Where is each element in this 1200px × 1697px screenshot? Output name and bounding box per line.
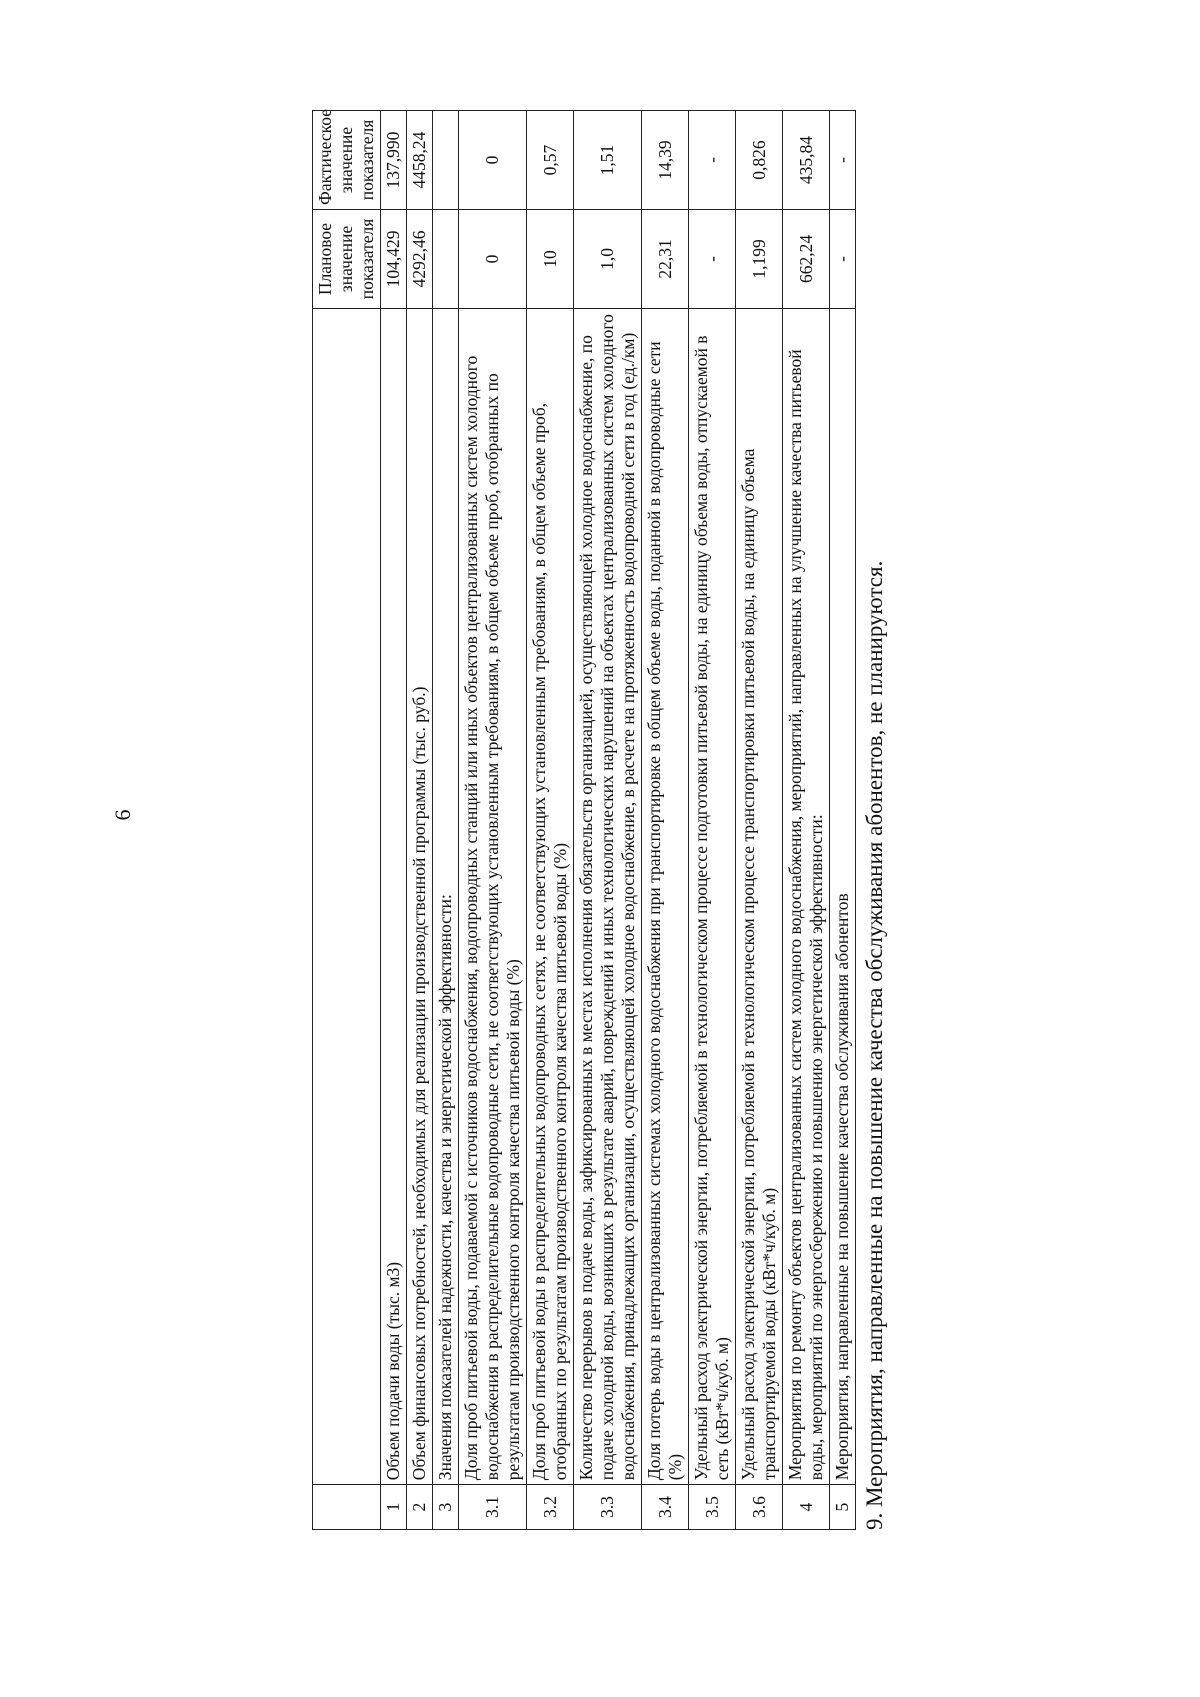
row-plan: 22,31	[642, 210, 689, 309]
table-row	[736, 111, 783, 1530]
row-name: Мероприятия, направленные на повышение качества обслуживания абонентов	[830, 308, 856, 1484]
row-fact: 137,990	[381, 111, 407, 210]
row-plan: -	[689, 210, 736, 309]
row-fact: 4458,24	[407, 111, 433, 210]
table-row	[574, 111, 642, 1530]
row-num: 1	[381, 1485, 407, 1530]
row-num: 2	[407, 1485, 433, 1530]
table-row	[459, 111, 527, 1530]
row-fact: 14,39	[642, 111, 689, 210]
row-plan: -	[830, 210, 856, 309]
row-name: Доля проб питьевой воды в распределительных водопроводных сетях, не соответствующих установленным требованиям, в общем объеме проб, отобранных по результатам производственного контроля качества питьевой воды (%)	[527, 308, 574, 1484]
row-plan: 0	[459, 210, 527, 309]
row-num: 3.1	[459, 1485, 527, 1530]
row-plan: 10	[527, 210, 574, 309]
row-name: Значения показателей надежности, качества и энергетической эффективности:	[433, 308, 459, 1484]
row-num: 3.6	[736, 1485, 783, 1530]
table-header-row	[313, 111, 381, 1530]
table-row	[689, 111, 736, 1530]
row-plan: 104,429	[381, 210, 407, 309]
row-name: Количество перерывов в подаче воды, зафиксированных в местах исполнения обязательств организацией, осуществляющей холодное водоснабжение, по подаче холодной воды, возникших в результате аварий, повреждений и иных технологических нарушений на объектах централизованных систем холодного водоснабжения, принадлежащих организации, осуществляющей холодное водоснабжение, в расчете на протяженность водопроводной сети в год (ед./км)	[574, 308, 642, 1484]
row-name: Объем подачи воды (тыс. м3)	[381, 308, 407, 1484]
row-num: 3.4	[642, 1485, 689, 1530]
row-plan: 662,24	[783, 210, 830, 309]
row-fact	[433, 111, 459, 210]
table-row	[433, 111, 459, 1530]
row-fact: 0	[459, 111, 527, 210]
row-name: Удельный расход электрической энергии, потребляемой в технологическом процессе подготовки питьевой воды, на единицу объема воды, отпускаемой в сеть (кВт*ч/куб. м)	[689, 308, 736, 1484]
row-num: 5	[830, 1485, 856, 1530]
row-num: 3.5	[689, 1485, 736, 1530]
row-num: 3.3	[574, 1485, 642, 1530]
row-name: Доля проб питьевой воды, подаваемой с источников водоснабжения, водопроводных станций или иных объектов централизованных систем холодного водоснабжения в распределительные водопроводные сети, не соответствующих установленным требованиям, в общем объеме проб, отобранных по результатам производственного контроля качества питьевой воды (%)	[459, 308, 527, 1484]
page-number: 6	[110, 809, 135, 821]
row-fact: 0,826	[736, 111, 783, 210]
table-row	[783, 111, 830, 1530]
row-plan: 1,0	[574, 210, 642, 309]
row-plan: 4292,46	[407, 210, 433, 309]
header-name	[313, 308, 381, 1484]
row-fact: 435,84	[783, 111, 830, 210]
row-num: 3	[433, 1485, 459, 1530]
row-name: Удельный расход электрической энергии, потребляемой в технологическом процессе транспортировки питьевой воды, на единицу объема транспортируемой воды (кВт*ч/куб. м)	[736, 308, 783, 1484]
row-num: 3.2	[527, 1485, 574, 1530]
table-row	[642, 111, 689, 1530]
row-name: Доля потерь воды в централизованных системах холодного водоснабжения при транспортировке в общем объеме воды, поданной в водопроводные сети (%)	[642, 308, 689, 1484]
table-row	[407, 111, 433, 1530]
table-row	[381, 111, 407, 1530]
header-fact: Фактическое значение показателя	[313, 111, 381, 210]
row-fact: -	[830, 111, 856, 210]
rotated-content	[312, 60, 888, 1540]
row-fact: 0,57	[527, 111, 574, 210]
row-name: Мероприятия по ремонту объектов централизованных систем холодного водоснабжения, мероприятий, направленных на улучшение качества питьевой воды, мероприятий по энергосбережению и повышению энергетической эффективности:	[783, 308, 830, 1484]
row-fact: 1,51	[574, 111, 642, 210]
table-row	[830, 111, 856, 1530]
footnote: 9. Мероприятия, направленные на повышение качества обслуживания абонентов, не планируются.	[862, 560, 887, 1530]
row-name: Объем финансовых потребностей, необходимых для реализации производственной программы (тыс. руб.)	[407, 308, 433, 1484]
row-fact: -	[689, 111, 736, 210]
indicators-table	[312, 110, 856, 1530]
header-num	[313, 1485, 381, 1530]
row-plan: 1,199	[736, 210, 783, 309]
row-num: 4	[783, 1485, 830, 1530]
header-plan: Плановое значение показателя	[313, 210, 381, 309]
row-plan	[433, 210, 459, 309]
table-row	[527, 111, 574, 1530]
